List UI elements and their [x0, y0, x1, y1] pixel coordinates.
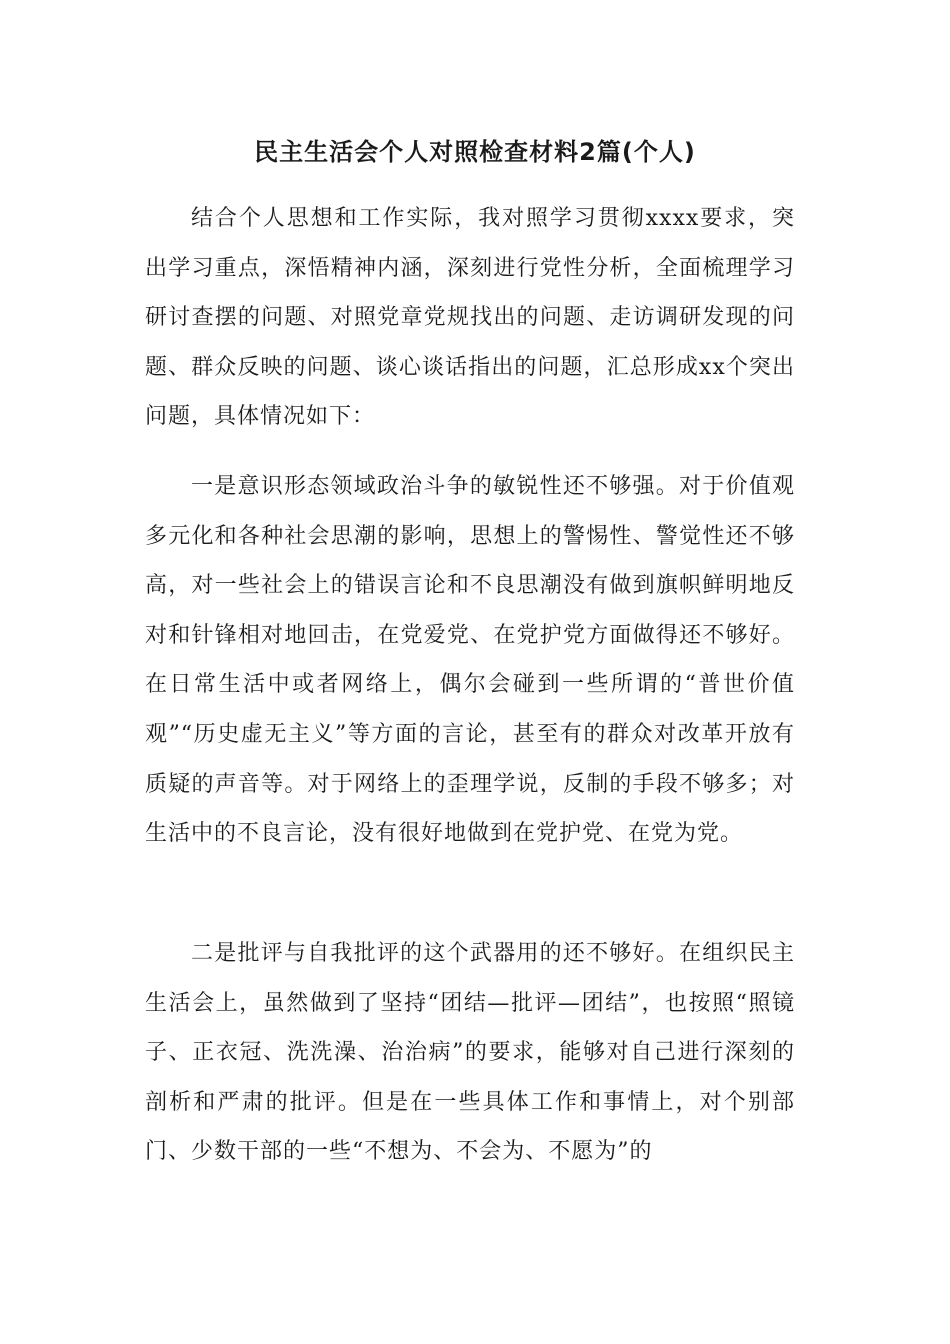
paragraph-issue-one: 一是意识形态领域政治斗争的敏锐性还不够强。对于价值观多元化和各种社会思潮的影响，思想上的警惕性、警觉性还不够高，对一些社会上的错误言论和不良思潮没有做到旗帜鲜明地反对和针锋相对地回击，在党爱党、在党护党方面做得还不够好。在日常生活中或者网络上，偶尔会碰到一些所谓的“普世价值观”“历史虚无主义”等方面的言论，甚至有的群众对改革开放有质疑的声音等。对于网络上的歪理学说，反制的手段不够多；对生活中的不良言论，没有很好地做到在党护党、在党为党。	[145, 474, 795, 847]
document-title: 民主生活会个人对照检查材料2篇(个人)	[254, 138, 696, 166]
paragraph-issue-two: 二是批评与自我批评的这个武器用的还不够好。在组织民主生活会上，虽然做到了坚持“团结—批评—团结”，也按照“照镜子、正衣冠、洗洗澡、治治病”的要求，能够对自己进行深刻的剖析和严肃的批评。但是在一些具体工作和事情上，对个别部门、少数干部的一些“不想为、不会为、不愿为”的	[145, 941, 795, 1165]
paragraph-intro: 结合个人思想和工作实际，我对照学习贯彻xxxx要求，突出学习重点，深悟精神内涵，深刻进行党性分析，全面梳理学习研讨查摆的问题、对照党章党规找出的问题、走访调研发现的问题、群众反映的问题、谈心谈话指出的问题，汇总形成xx个突出问题，具体情况如下：	[145, 206, 795, 430]
